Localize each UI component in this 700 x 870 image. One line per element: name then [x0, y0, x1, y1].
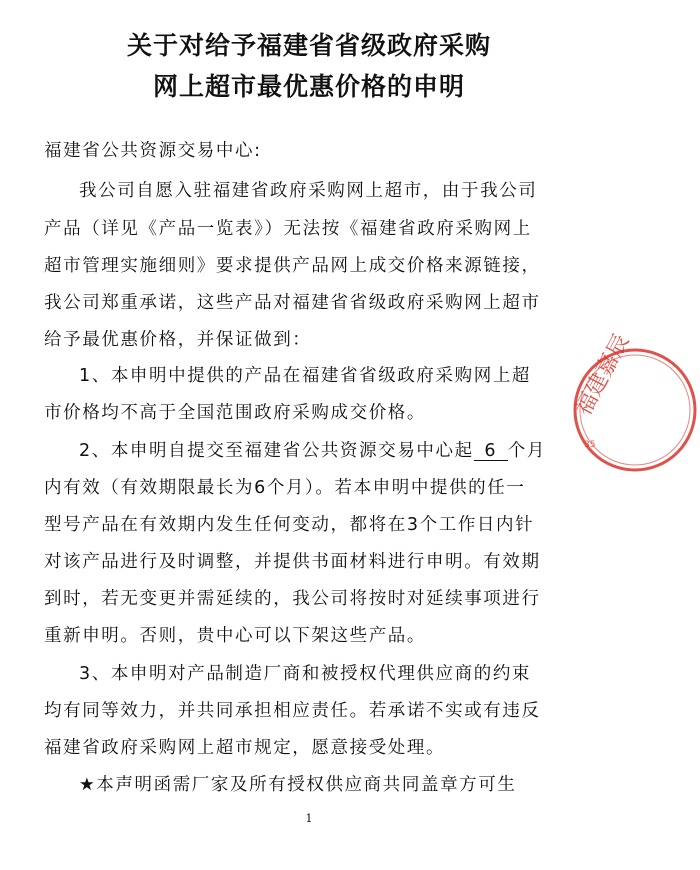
clause-2-line: 重新申明。否则，贵中心可以下架这些产品。	[44, 626, 426, 646]
clause-1-line: 市价格均不高于全国范围政府采购成交价格。	[44, 403, 426, 423]
clause-2-line: 对该产品进行及时调整，并提供书面材料进行申明。有效期	[44, 552, 541, 572]
clause-2-line: 内有效（有效期限最长为6个月）。若本申明中提供的任一	[44, 478, 526, 498]
clause-1-line: 1、本申明中提供的产品在福建省省级政府采购网上超	[79, 366, 532, 386]
document-title-line-2: 网上超市最优惠价格的申明	[152, 72, 465, 101]
page-number: 1	[305, 812, 313, 825]
note-line: ★本声明函需厂家及所有授权供应商共同盖章方可生	[79, 775, 517, 795]
body-line: 我公司郑重承诺，这些产品对福建省省级政府采购网上超市	[44, 293, 541, 313]
clause-2-text: 2、本申明自提交至福建省公共资源交易中心起	[79, 441, 474, 461]
svg-text:福建嘉辰: 福建嘉辰	[571, 330, 635, 420]
body-line: 产品（详见《产品一览表》）无法按《福建省政府采购网上	[44, 219, 532, 239]
clause-2-line-1	[79, 437, 546, 462]
clause-2-line: 到时，若无变更并需延续的，我公司将按时对延续事项进行	[44, 589, 541, 609]
clause-3-line: 均有同等效力，并共同承担相应责任。若承诺不实或有违反	[44, 701, 541, 721]
clause-3-line: 3、本申明对产品制造厂商和被授权代理供应商的约束	[79, 664, 532, 684]
validity-months-value: 6	[474, 442, 508, 461]
body-line: 我公司自愿入驻福建省政府采购网上超市，由于我公司	[79, 181, 538, 201]
clause-2-unit: 个月	[507, 441, 546, 461]
document-title-line-1: 关于对给予福建省省级政府采购	[126, 31, 491, 60]
body-line: 超市管理实施细则》要求提供产品网上成交价格来源链接，	[44, 256, 541, 276]
addressee: 福建省公共资源交易中心:	[44, 141, 262, 161]
company-seal-stamp	[570, 330, 700, 475]
body-line: 给予最优惠价格，并保证做到：	[44, 330, 312, 350]
clause-2-line: 型号产品在有效期内发生任何变动，都将在3个工作日内针	[44, 515, 535, 535]
clause-3-line: 福建省政府采购网上超市规定，愿意接受处理。	[44, 738, 446, 758]
svg-text:35: 35	[584, 440, 596, 450]
